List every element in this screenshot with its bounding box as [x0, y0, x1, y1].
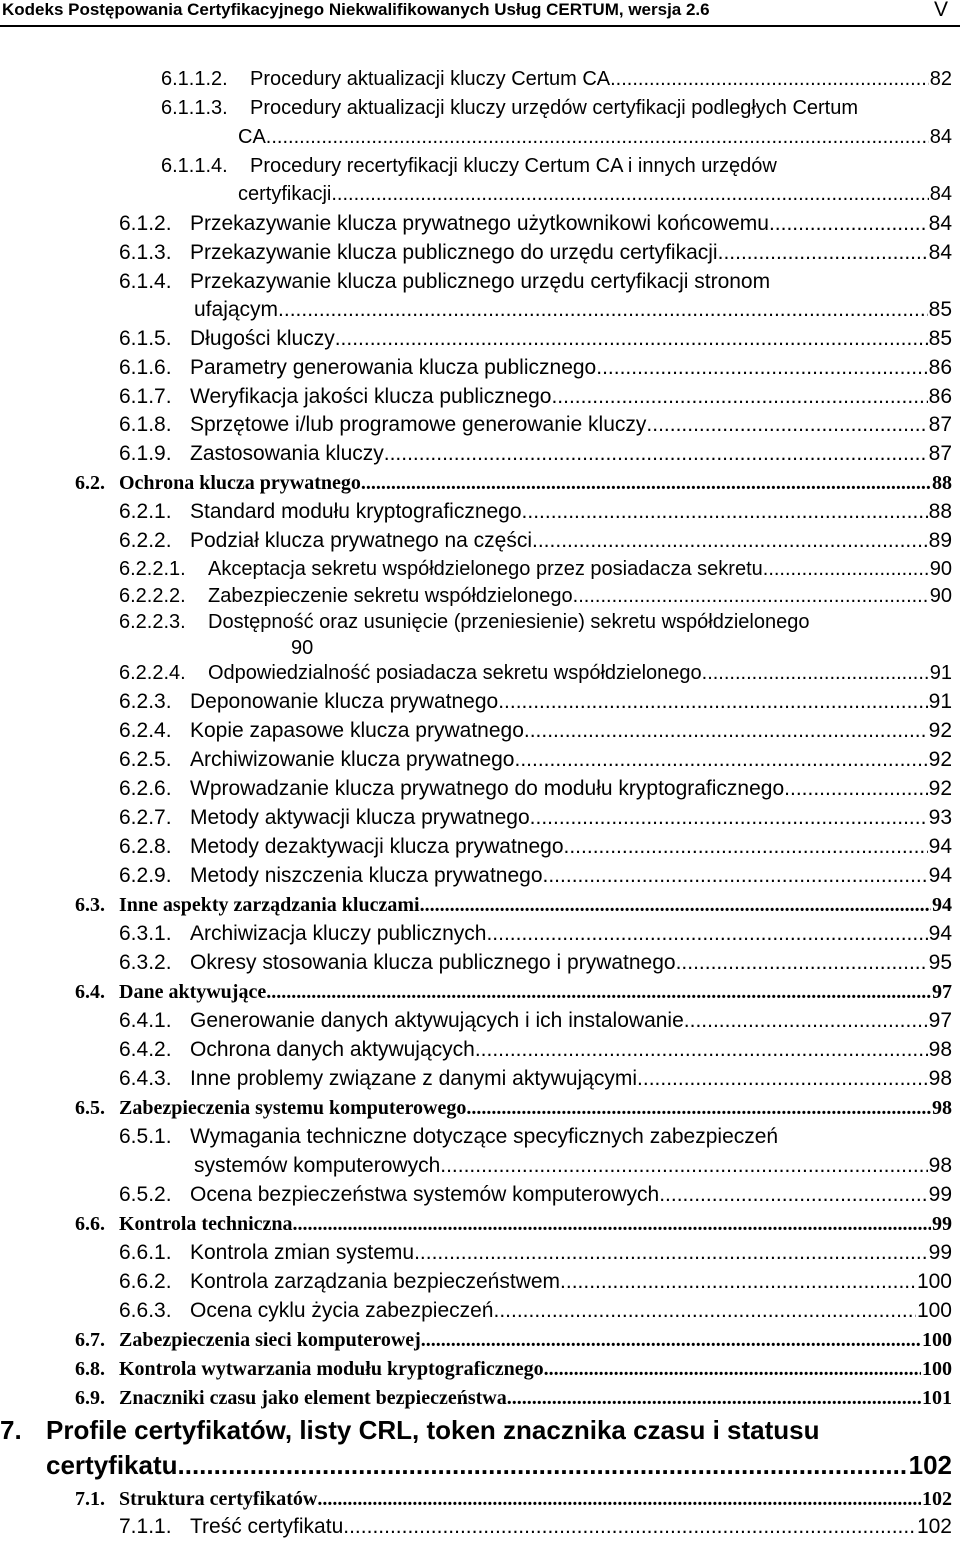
toc-entry-page: 87	[928, 413, 952, 436]
toc-entry-title-continued: certyfikatu	[46, 1450, 178, 1480]
toc-entry-6-2-2-4[interactable]	[119, 662, 952, 685]
dot-leader	[266, 981, 931, 1004]
toc-entry-6-1-4[interactable]	[119, 270, 952, 294]
toc-entry-title: Odpowiedzialność posiadacza sekretu współdzielonego	[208, 662, 702, 684]
toc-entry-number: 6.4.1.	[119, 1009, 172, 1032]
dot-leader	[466, 1097, 931, 1120]
toc-entry-number: 6.6.	[75, 1213, 105, 1235]
toc-entry-title: Inne problemy związane z danymi aktywującymi	[190, 1067, 638, 1090]
dot-leader	[676, 951, 928, 975]
dot-leader	[384, 442, 928, 466]
toc-entry-title: Profile certyfikatów, listy CRL, token znacznika czasu i statusu	[46, 1415, 820, 1445]
toc-entry-number: 6.1.6.	[119, 356, 172, 379]
dot-leader	[266, 126, 929, 149]
toc-entry-title: Standard modułu kryptograficznego	[190, 500, 522, 523]
dot-leader	[178, 1450, 908, 1481]
dot-leader	[507, 1387, 921, 1410]
toc-entry-number: 6.1.1.3.	[161, 97, 228, 119]
toc-entry-title: Kontrola techniczna	[119, 1213, 293, 1235]
toc-entry-number: 6.2.4.	[119, 719, 172, 742]
toc-entry-6-2-8[interactable]	[119, 835, 952, 859]
dot-leader	[551, 385, 927, 409]
toc-entry-page: 90	[929, 558, 952, 580]
toc-entry-page: 85	[928, 327, 952, 350]
toc-entry-number: 6.4.2.	[119, 1038, 172, 1061]
dot-leader	[475, 1038, 928, 1062]
dot-leader	[543, 864, 928, 888]
dot-leader	[784, 777, 927, 801]
toc-entry-6-1-2[interactable]	[119, 212, 952, 236]
toc-entry-6-6-2[interactable]	[119, 1270, 952, 1294]
toc-entry-title: Metody aktywacji klucza prywatnego	[190, 806, 530, 829]
toc-entry-page: 92	[928, 777, 952, 800]
toc-entry-6-9[interactable]	[75, 1387, 952, 1410]
toc-entry-number: 6.2.2.4.	[119, 662, 186, 684]
toc-entry-page: 91	[928, 690, 952, 713]
toc-entry-page: 89	[928, 529, 952, 552]
dot-leader	[420, 894, 931, 917]
toc-entry-number: 6.2.2.3.	[119, 611, 186, 633]
toc-entry-page: 102	[916, 1515, 952, 1538]
dot-leader	[684, 1009, 928, 1033]
toc-entry-6-7[interactable]	[75, 1329, 952, 1352]
toc-entry-title: Metody niszczenia klucza prywatnego	[190, 864, 543, 887]
toc-entry-6-6-3[interactable]	[119, 1299, 952, 1323]
toc-entry-6-4-1[interactable]	[119, 1009, 952, 1033]
toc-entry-7[interactable]	[0, 1415, 952, 1446]
toc-entry-title: Metody dezaktywacji klucza prywatnego	[190, 835, 564, 858]
toc-entry-title: Kontrola zarządzania bezpieczeństwem	[190, 1270, 561, 1293]
toc-entry-number: 6.1.2.	[119, 212, 172, 235]
toc-entry-title: Ochrona klucza prywatnego	[119, 472, 361, 494]
toc-entry-title-continued: systemów komputerowych	[194, 1154, 441, 1177]
toc-entry-page: 94	[932, 894, 952, 916]
toc-entry-number: 6.2.2.1.	[119, 558, 186, 580]
toc-entry-6-4[interactable]	[75, 981, 952, 1004]
dot-leader	[293, 1213, 931, 1236]
toc-entry-page: 95	[928, 951, 952, 974]
toc-entry-6-1-1-3[interactable]	[161, 97, 952, 120]
toc-entry-title: Zabezpieczenia sieci komputerowej	[119, 1329, 421, 1351]
toc-entry-6-5-1[interactable]	[119, 1125, 952, 1149]
toc-entry-6-2-2[interactable]	[119, 529, 952, 553]
dot-leader	[515, 748, 928, 772]
toc-entry-6-3-1[interactable]	[119, 922, 952, 946]
toc-entry-title: Ochrona danych aktywujących	[190, 1038, 475, 1061]
toc-entry-page: 94	[928, 922, 952, 945]
toc-entry-number: 6.1.4.	[119, 270, 172, 293]
toc-entry-number: 6.1.3.	[119, 241, 172, 264]
toc-entry-page: 91	[929, 662, 952, 684]
toc-entry-title: Okresy stosowania klucza publicznego i prywatnego	[190, 951, 676, 974]
toc-entry-page: 82	[929, 68, 952, 90]
toc-entry-number: 6.5.1.	[119, 1125, 172, 1148]
toc-entry-number: 6.8.	[75, 1358, 105, 1380]
toc-entry-title: Znaczniki czasu jako element bezpieczeństwa	[119, 1387, 507, 1409]
dot-leader	[331, 183, 928, 206]
toc-entry-number: 6.1.1.4.	[161, 155, 228, 177]
toc-entry-title: Archiwizowanie klucza prywatnego	[190, 748, 515, 771]
toc-entry-6-2-4[interactable]	[119, 719, 952, 743]
toc-entry-number: 6.3.2.	[119, 951, 172, 974]
dot-leader	[522, 500, 928, 524]
toc-entry-6-3-2[interactable]	[119, 951, 952, 975]
toc-entry-6-2-1[interactable]	[119, 500, 952, 524]
dot-leader	[524, 719, 928, 743]
toc-entry-6-8[interactable]	[75, 1358, 952, 1381]
toc-entry-title: Akceptacja sekretu współdzielonego przez posiadacza sekretu	[208, 558, 763, 580]
toc-entry-title: Przekazywanie klucza prywatnego użytkownikowi końcowemu	[190, 212, 769, 235]
toc-entry-number: 6.3.	[75, 894, 105, 916]
toc-entry-page: 98	[932, 1097, 952, 1119]
dot-leader	[560, 1270, 916, 1294]
dot-leader	[530, 806, 928, 830]
toc-entry-6-1-7[interactable]	[119, 385, 952, 409]
dot-leader	[544, 1358, 921, 1381]
toc-entry-page: 98	[928, 1038, 952, 1061]
page-number: V	[933, 0, 948, 21]
toc-entry-page: 99	[932, 1213, 952, 1235]
toc-entry-6-3[interactable]	[75, 894, 952, 917]
toc-entry-6-2-5[interactable]	[119, 748, 952, 772]
toc-entry-number: 6.2.7.	[119, 806, 172, 829]
toc-entry-6-2-2-1[interactable]	[119, 558, 952, 581]
toc-entry-number: 6.2.5.	[119, 748, 172, 771]
toc-entry-number: 6.7.	[75, 1329, 105, 1351]
toc-entry-page: 90	[291, 637, 314, 659]
toc-entry-number: 6.6.3.	[119, 1299, 172, 1322]
dot-leader	[573, 585, 929, 608]
toc-entry-6-4-2[interactable]	[119, 1038, 952, 1062]
toc-entry-page: 88	[928, 500, 952, 523]
toc-entry-6-2-2-2[interactable]	[119, 585, 952, 608]
toc-entry-page: 84	[928, 241, 952, 264]
toc-entry-title: Ocena bezpieczeństwa systemów komputerowych	[190, 1183, 660, 1206]
dot-leader	[718, 241, 928, 265]
dot-leader	[769, 212, 928, 236]
toc-entry-6-1-5[interactable]	[119, 327, 952, 351]
toc-entry-title: Ocena cyklu życia zabezpieczeń	[190, 1299, 494, 1322]
toc-entry-number: 6.1.1.2.	[161, 68, 228, 90]
toc-entry-title: Zastosowania kluczy	[190, 442, 384, 465]
toc-entry-number: 6.5.2.	[119, 1183, 172, 1206]
toc-entry-number: 6.1.8.	[119, 413, 172, 436]
toc-entry-page: 84	[928, 212, 952, 235]
toc-entry-title: Archiwizacja kluczy publicznych	[190, 922, 487, 945]
toc-entry-6-1-1-4[interactable]	[161, 155, 952, 178]
toc-entry-number: 6.1.7.	[119, 385, 172, 408]
toc-entry-title: Struktura certyfikatów	[119, 1488, 318, 1510]
toc-entry-number: 7.1.1.	[119, 1515, 172, 1538]
toc-entry-page: 99	[928, 1183, 952, 1206]
toc-entry-title: Sprzętowe i/lub programowe generowanie kluczy	[190, 413, 647, 436]
dot-leader	[702, 662, 929, 685]
toc-entry-page: 86	[928, 385, 952, 408]
dot-leader	[335, 327, 928, 351]
document-title: Kodeks Postępowania Certyfikacyjnego Niekwalifikowanych Usług CERTUM, wersja 2.6	[2, 0, 710, 19]
toc-entry-number: 6.1.5.	[119, 327, 172, 350]
toc-entry-title-continued: CA	[238, 126, 266, 148]
dot-leader	[659, 1183, 927, 1207]
toc-entry-6-2-2-3[interactable]	[119, 611, 952, 634]
toc-entry-6-2-7[interactable]	[119, 806, 952, 830]
dot-leader	[763, 558, 929, 581]
toc-entry-6-1-4-cont[interactable]	[194, 298, 952, 322]
toc-entry-number: 6.2.2.2.	[119, 585, 186, 607]
toc-entry-6-2[interactable]	[75, 472, 952, 495]
toc-entry-number: 6.9.	[75, 1387, 105, 1409]
toc-entry-number: 6.5.	[75, 1097, 105, 1119]
toc-entry-7-1-1[interactable]	[119, 1515, 952, 1539]
toc-entry-page: 92	[928, 748, 952, 771]
toc-entry-title: Przekazywanie klucza publicznego do urzędu certyfikacji	[190, 241, 718, 264]
toc-entry-number: 6.2.	[75, 472, 105, 494]
dot-leader	[486, 922, 927, 946]
toc-entry-page: 97	[932, 981, 952, 1003]
toc-entry-page: 100	[922, 1358, 952, 1380]
toc-entry-6-4-3[interactable]	[119, 1067, 952, 1091]
dot-leader	[494, 1299, 916, 1323]
toc-entry-page: 100	[916, 1299, 952, 1322]
dot-leader	[317, 1488, 921, 1511]
toc-entry-title: Inne aspekty zarządzania kluczami	[119, 894, 420, 916]
toc-entry-6-2-6[interactable]	[119, 777, 952, 801]
toc-entry-number: 6.2.3.	[119, 690, 172, 713]
dot-leader	[361, 472, 931, 495]
toc-entry-number: 6.4.	[75, 981, 105, 1003]
dot-leader	[564, 835, 928, 859]
toc-entry-6-1-1-2[interactable]	[161, 68, 952, 91]
toc-entry-6-1-1-3-cont[interactable]	[238, 126, 952, 149]
toc-entry-number: 6.2.8.	[119, 835, 172, 858]
dot-leader	[596, 356, 927, 380]
toc-entry-title: Zabezpieczenia systemu komputerowego	[119, 1097, 467, 1119]
toc-entry-title: Treść certyfikatu	[190, 1515, 344, 1538]
toc-entry-page: 100	[916, 1270, 952, 1293]
toc-entry-page: 102	[908, 1450, 952, 1480]
toc-entry-page: 92	[928, 719, 952, 742]
toc-entry-page: 90	[929, 585, 952, 607]
dot-leader	[343, 1515, 916, 1539]
toc-entry-page: 84	[929, 126, 952, 148]
toc-entry-title: Generowanie danych aktywujących i ich instalowanie	[190, 1009, 684, 1032]
toc-entry-title: Procedury aktualizacji kluczy urzędów certyfikacji podległych Certum	[250, 97, 859, 119]
toc-entry-title: Deponowanie klucza prywatnego	[190, 690, 499, 713]
toc-entry-page: 87	[928, 442, 952, 465]
toc-entry-7-cont[interactable]	[46, 1450, 952, 1481]
dot-leader	[414, 1241, 928, 1265]
toc-entry-title: Procedury recertyfikacji kluczy Certum CA i innych urzędów	[250, 155, 777, 177]
toc-entry-title: Parametry generowania klucza publicznego	[190, 356, 597, 379]
toc-entry-title: Dostępność oraz usunięcie (przeniesienie) sekretu współdzielonego	[208, 611, 810, 633]
toc-entry-6-2-2-3-page[interactable]	[290, 637, 350, 660]
toc-entry-number: 6.3.1.	[119, 922, 172, 945]
toc-entry-page: 101	[922, 1387, 952, 1409]
toc-entry-page: 98	[928, 1154, 952, 1177]
toc-entry-title: Kontrola zmian systemu	[190, 1241, 415, 1264]
toc-entry-6-2-3[interactable]	[119, 690, 952, 714]
dot-leader	[646, 413, 927, 437]
dot-leader	[421, 1329, 921, 1352]
dot-leader	[637, 1067, 928, 1091]
toc-entry-6-1-3[interactable]	[119, 241, 952, 265]
toc-entry-6-6-1[interactable]	[119, 1241, 952, 1265]
toc-entry-page: 85	[928, 298, 952, 321]
toc-entry-page: 100	[922, 1329, 952, 1351]
toc-entry-page: 98	[928, 1067, 952, 1090]
toc-entry-number: 6.2.2.	[119, 529, 172, 552]
dot-leader	[610, 68, 929, 91]
dot-leader	[532, 529, 928, 553]
toc-entry-title: Zabezpieczenie sekretu współdzielonego	[208, 585, 573, 607]
toc-entry-number: 6.1.9.	[119, 442, 172, 465]
toc-entry-6-5-1-cont[interactable]	[194, 1154, 952, 1178]
toc-entry-6-1-8[interactable]	[119, 413, 952, 437]
dot-leader	[440, 1154, 927, 1178]
toc-entry-6-2-9[interactable]	[119, 864, 952, 888]
toc-entry-6-5[interactable]	[75, 1097, 952, 1120]
toc-entry-number: 6.6.1.	[119, 1241, 172, 1264]
toc-entry-6-1-1-4-cont[interactable]	[238, 183, 952, 206]
toc-entry-6-1-6[interactable]	[119, 356, 952, 380]
toc-entry-6-6[interactable]	[75, 1213, 952, 1236]
toc-entry-title: Procedury aktualizacji kluczy Certum CA	[250, 68, 611, 90]
toc-entry-page: 93	[928, 806, 952, 829]
toc-entry-number: 7.	[0, 1415, 22, 1445]
toc-entry-page: 94	[928, 835, 952, 858]
toc-entry-title: Podział klucza prywatnego na części	[190, 529, 533, 552]
toc-entry-title-continued: certyfikacji	[238, 183, 332, 205]
toc-entry-title: Wprowadzanie klucza prywatnego do modułu kryptograficznego	[190, 777, 785, 800]
toc-entry-6-5-2[interactable]	[119, 1183, 952, 1207]
toc-entry-title: Długości kluczy	[190, 327, 335, 350]
toc-entry-title: Wymagania techniczne dotyczące specyficznych zabezpieczeń	[190, 1125, 779, 1148]
toc-entry-title: Dane aktywujące	[119, 981, 267, 1003]
toc-entry-page: 94	[928, 864, 952, 887]
toc-entry-page: 84	[929, 183, 952, 205]
toc-entry-7-1[interactable]	[75, 1488, 952, 1511]
toc-entry-number: 6.2.6.	[119, 777, 172, 800]
toc-entry-title: Kopie zapasowe klucza prywatnego	[190, 719, 524, 742]
toc-entry-number: 7.1.	[75, 1488, 105, 1510]
toc-entry-number: 6.6.2.	[119, 1270, 172, 1293]
toc-entry-title: Weryfikacja jakości klucza publicznego	[190, 385, 552, 408]
toc-entry-6-1-9[interactable]	[119, 442, 952, 466]
toc-entry-title-continued: ufającym	[194, 298, 279, 321]
toc-entry-title: Przekazywanie klucza publicznego urzędu certyfikacji stronom	[190, 270, 771, 293]
toc-entry-title: Kontrola wytwarzania modułu kryptograficznego	[119, 1358, 544, 1380]
toc-entry-page: 99	[928, 1241, 952, 1264]
toc-entry-number: 6.2.9.	[119, 864, 172, 887]
dot-leader	[498, 690, 927, 714]
toc-entry-page: 102	[922, 1488, 952, 1510]
toc-entry-number: 6.2.1.	[119, 500, 172, 523]
toc-entry-number: 6.4.3.	[119, 1067, 172, 1090]
toc-entry-page: 88	[932, 472, 952, 494]
toc-entry-page: 86	[928, 356, 952, 379]
toc-entry-page: 97	[928, 1009, 952, 1032]
dot-leader	[278, 298, 928, 322]
